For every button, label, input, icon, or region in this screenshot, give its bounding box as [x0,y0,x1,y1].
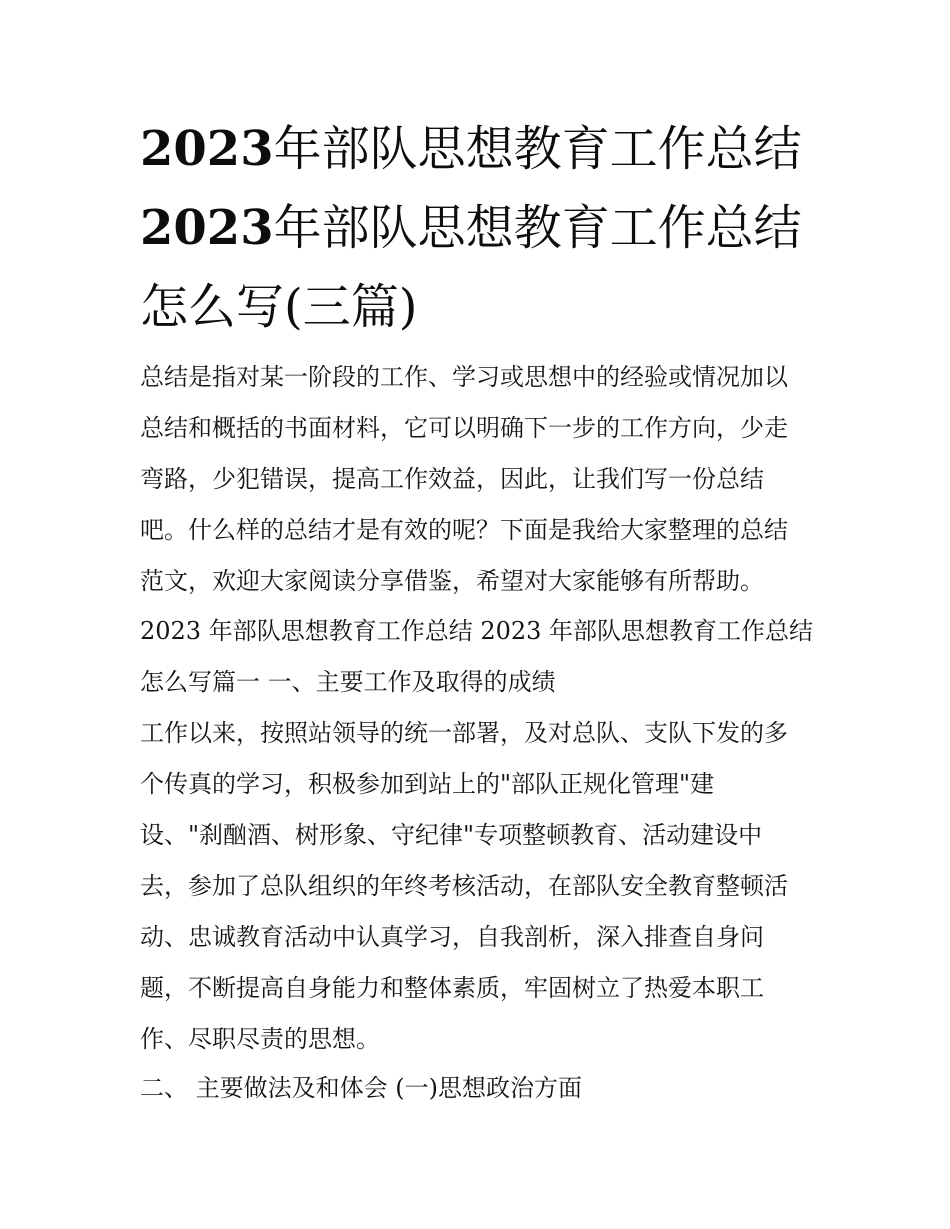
section-heading [140,606,830,708]
body-paragraph [140,708,830,1065]
title-text: 年部队思想教育工作总结 [273,121,802,177]
section-two-heading [140,1063,830,1114]
body-line: 工作以来，按照站领导的统一部署，及对总队、支队下发的多 [140,719,788,747]
title-text: 年部队思想教育工作总结 [273,200,802,256]
section-heading-line: 2023 年部队思想教育工作总结 2023 年部队思想教育工作总结 [140,617,814,645]
body-line: 个传真的学习，积极参加到站上的"部队正规化管理"建 [140,770,715,798]
body-line: 动、忠诚教育活动中认真学习，自我剖析，深入排查自身问 [140,923,764,951]
body-line: 题，不断提高自身能力和整体素质，牢固树立了热爱本职工 [140,974,764,1002]
title-text: 怎么写(三篇) [140,279,418,335]
title-line [140,189,830,268]
section-two-line: 二、 主要做法及和体会 (一)思想政治方面 [140,1074,582,1102]
body-line: 设、"刹酗酒、树形象、守纪律"专项整顿教育、活动建设中 [140,821,763,849]
title-year: 2023 [140,121,274,177]
intro-paragraph [140,352,830,607]
intro-line: 吧。什么样的总结才是有效的呢？下面是我给大家整理的总结 [140,516,788,544]
title-line [140,268,830,347]
intro-line: 弯路，少犯错误，提高工作效益，因此，让我们写一份总结 [140,465,764,493]
body-line: 去，参加了总队组织的年终考核活动，在部队安全教育整顿活 [140,872,788,900]
body-line: 作、尽职尽责的思想。 [140,1025,380,1053]
title-line [140,110,830,189]
section-heading-line: 怎么写篇一 一、主要工作及取得的成绩 [140,668,556,696]
intro-line: 范文，欢迎大家阅读分享借鉴，希望对大家能够有所帮助。 [140,567,764,595]
intro-line: 总结是指对某一阶段的工作、学习或思想中的经验或情况加以 [140,363,788,391]
intro-line: 总结和概括的书面材料，它可以明确下一步的工作方向，少走 [140,414,788,442]
document-title [140,110,830,347]
title-year: 2023 [140,200,274,256]
